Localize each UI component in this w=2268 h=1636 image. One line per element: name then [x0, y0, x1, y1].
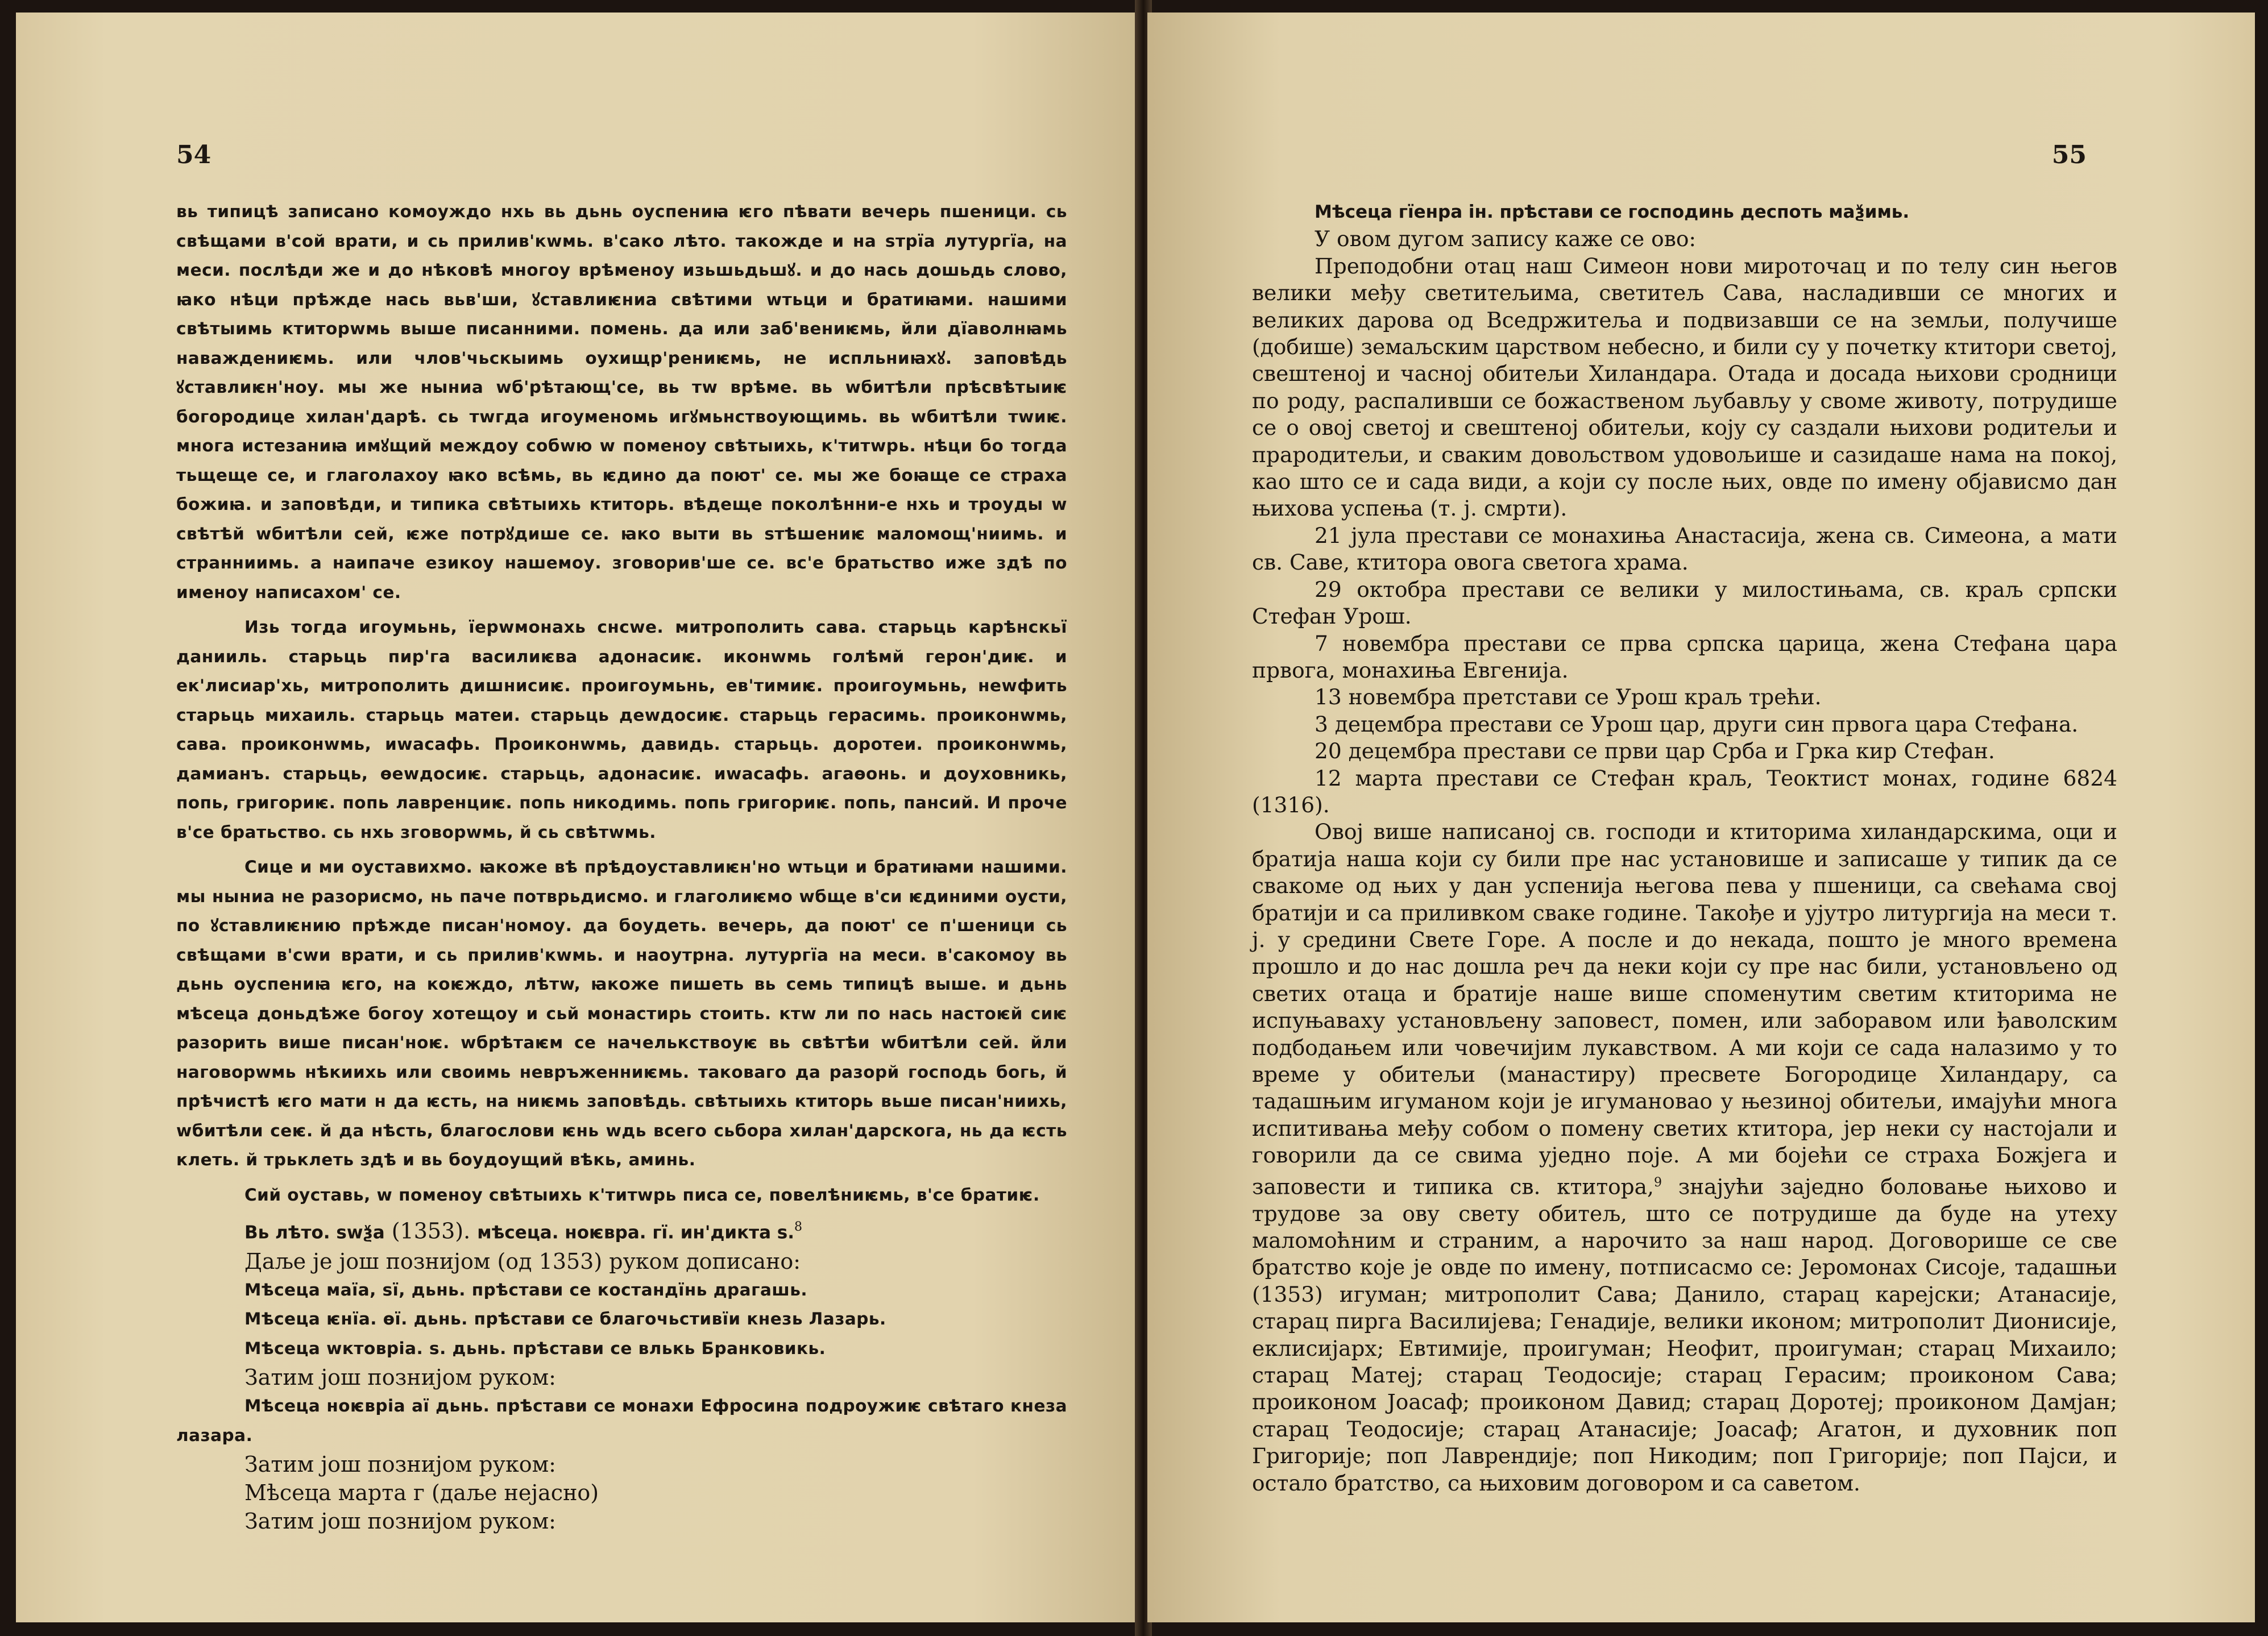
paragraph-2	[1252, 819, 2117, 1497]
entry-1-3: Мѣсеца wктовріа. ѕ. дьнь. прѣстави се влькь Бранковикь.	[244, 1338, 826, 1358]
paragraph-2-part-b: знајући заједно боловање њихово и трудове за ову свету обитељ, што се потрудише да буде на утеху маломоћним и страним, а нарочито за наш народ. Договорише се све братство које је овде по имену, потписасмо се: Јеромонах Сисоје, тадашњи (1353) игуман; митрополит Сава; Данило, старац карејски; Атанасије, старац пирга Василијева; Генадије, велики иконом; митрополит Дионисије, еклисијарх; Евтимије, проигуман; Неофит, проигуман; старац Михаило; старац Матеј; старац Теодосије; старац Герасим; проиконом Сава; проиконом Јоасаф; проиконом Давид; старац Доротеј; проиконом Дамјан; старац Теодосије; старац Атанасије; Јоасаф; Агатон, и духовник поп Григорије; поп Лаврендије; поп Никодим; поп Григорије; поп Пајси, и остало братство, са њиховим договором и са саветом.	[1252, 1174, 2117, 1496]
right-text-column	[1252, 197, 2117, 1497]
note-later-hand-2: Затим још познијом руком:	[244, 1365, 556, 1390]
first-line-cs-text: Мѣсеца гїенра ін. прѣстави се господинь деспоть маѯимь.	[1315, 202, 1910, 222]
entry-1-2: Мѣсеца ѥнїа. ѳї. дьнь. прѣстави се благочьстивїи кнезь Лазарь.	[244, 1309, 886, 1329]
death-entry-5: 3 децембра престави се Урош цар, други син првога цара Стефана.	[1315, 711, 2079, 737]
date-line-cs-2: мѣсеца. ноѥвра. гї. ин'дикта ѕ.	[477, 1222, 795, 1243]
death-entry-4: 13 новембра претстави се Урош краљ трећи.	[1315, 684, 1822, 710]
entry-2: Мѣсеца ноѥвріа аї дьнь. прѣстави се монахи Ефросина подроужиѥ свѣтаго кнеза лазара.	[176, 1396, 1067, 1445]
church-slavonic-paragraph-3: Сице и ми оуставихмо. ꙗкоже вѣ прѣдоуставлиѥн'но wтьци и братиꙗми нашими. мы ныниа не разорисмо, нь паче потврьдисмо. и глаголиѥмо wбще в'си ѥдиними оусти, по ꙋставлиѥнию прѣжде писан'номоу. да боудеть. вечерь, да поют' се п'шеници сь свѣщами в'сwи врати, и сь прилив'кwмь. и наоутрна. лутургїа на меси. в'сакомоу вь дьнь оуспениꙗ ѥго, на коѥждо, лѣтw, ꙗкоже пишеть вь семь типицѣ выше. и дьнь мѣсеца доньдѣже богоу хотещоу и сьй монастирь стоить. ктw ли по нась настоѥй сиѥ разорить више писан'ноѥ. wбрѣтаѥм се начелькствоуѥ вь свѣтѣи wбитѣли сей. йли наговорwмь нѣкиихь или своимь невръженниѥмь. таковаго да разорй господь богь, й прѣчистѣ ѥго мати н да ѥсть, на ниѥмь заповѣдь. свѣтыихь ктиторь вьше писан'ниихь, wбитѣли сеѥ. й да нѣсть, благослови ѥнь wдь всего сьбора хилан'дарскога, нь да ѥсть клеть. й трьклеть здѣ и вь боудоущий вѣкь, аминь.	[176, 857, 1067, 1169]
death-entry-2: 29 октобра престави се велики у милостињама, св. краљ српски Стефан Урош.	[1252, 576, 2117, 629]
page-number-right: 55	[2051, 140, 2087, 169]
intro-line: У овом дугом запису каже се ово:	[1315, 226, 1697, 252]
death-entry-3: 7 новембра престави се прва српска царица, жена Стефана цара првога, монахиња Евгенија.	[1252, 630, 2117, 683]
page-number-left: 54	[176, 140, 212, 169]
left-page	[16, 13, 1142, 1622]
paragraph-1: Преподобни отац наш Симеон нови мироточац и по телу син његов велики међу светитељима, светитељ Сава, насладивши се многих и великих дарова од Вседржитеља и подвизавши се на земљи, получише (добише) земаљским царством небесно, и били су у почетку ктитори светој, свештеној и часној обитељи Хиландара. Отада и досада њихови сродници по роду, распаливши се божаственом љубављу у своме животу, потрудише се о овој светој и свештеној обитељи, коју су саздали њихови родитељи и прародитељи, и сваким довољством удовољише и сазидаше нама на покој, као што се и сада види, а који су после њих, овде по имену објависмо дан њихова успења (т. ј. смрти).	[1252, 253, 2117, 521]
entry-1-1: Мѣсеца маїа, ѕї, дьнь. прѣстави се костандїнь драгашь.	[244, 1280, 808, 1299]
note-later-hand-4: Затим још познијом руком:	[244, 1509, 556, 1534]
footnote-ref-9: 9	[1653, 1175, 1662, 1190]
right-page	[1147, 13, 2255, 1622]
death-entry-7: 12 марта престави се Стефан краљ, Теоктист монах, године 6824 (1316).	[1252, 765, 2117, 817]
death-entry-6: 20 децембра престави се први цар Срба и Грка кир Стефан.	[1315, 738, 1995, 764]
note-later-hand-3: Затим још познијом руком:	[244, 1452, 556, 1477]
church-slavonic-paragraph-4: Сий оуставь, w поменоу свѣтыихь к'титwрь писа се, повелѣниѥмь, в'се братиѥ.	[244, 1185, 1040, 1205]
left-text-column	[176, 197, 1067, 1535]
note-later-hand-1: Даље је још познијом (од 1353) руком дописано:	[244, 1248, 801, 1274]
death-entry-1: 21 јула престави се монахиња Анастасија, жена св. Симеона, а мати св. Саве, ктитора овога светога храма.	[1252, 522, 2117, 575]
first-line-cs	[1252, 197, 2117, 226]
date-line-cs: Вь лѣто. ѕwѯа	[244, 1222, 385, 1243]
date-line	[176, 1213, 1067, 1247]
footnote-ref-8: 8	[794, 1220, 803, 1234]
paragraph-2-part-a: Овој више написаној св. господи и ктиторима хиландарскима, оци и братија наша који су били пре нас установише и записаше у типик да се свакоме од њих у дан успенија његова пева у пшеници, са свећама свој братији и са приливком сваке године. Такође и ујутро литургија на меси т. ј. у средини Свете Горе. А после и до некада, пошто је много времена прошло и до нас дошла реч да неки који су пре нас били, установљено од светих отаца и братије наше више споменутим светим ктиторима не испуњаваху установљену заповест, помен, или заборавом или ђаволским подбодањем или човечијим лукавством. А ми који се сада налазимо у то време у обитељи (манастиру) пресвете Богородице Хиландару, са тадашњим игуманом који је игумановао у њезиној обитељи, имајући многа испитивања међу собом о помену светих ктитора, јер неки су настојали и говорили да се свима уједно поје. А ми бојећи се страха Божјега и заповести и типика св. ктитора,	[1252, 819, 2117, 1199]
entry-3: Мѣсеца марта г (даље нејасно)	[244, 1480, 599, 1506]
date-line-year: (1353).	[391, 1218, 471, 1244]
church-slavonic-paragraph-1: вь типицѣ записано комоуждо нхь вь дьнь оуспениꙗ ѥго пѣвати вечерь пшеници. сь свѣщами в'сой врати, и сь прилив'кwмь. в'сако лѣто. такожде и на ѕтрїа лутургїа, на меси. послѣди же и до нѣковѣ многоу врѣменоу изьшьдьшꙋ. и до нась дошьдь слово, ꙗко нѣци прѣжде нась вьв'ши, ꙋставлиѥниа свѣтими wтьци и братиꙗми. нашими свѣтыимь ктиторwмь выше писанними. помень. да или заб'вениѥмь, йли дїаволнꙗмь наваждениѥмь. или члов'чьскыимь оухищр'рениѥмь, не испльниꙗхꙋ. заповѣдь ꙋставлиѥн'ноу. мы же ныниа wб'рѣтающ'се, вь тw врѣме. вь wбитѣли прѣсвѣтыиѥ богородице хилан'дарѣ. сь тwгда игоуменомь игꙋмьнствоующимь. вь wбитѣли тwиѥ. многа истезаниꙗ имꙋщий междоу собwю w поменоу свѣтыихь, к'титwрь. нѣци бо тогда тьщеще се, и глаголахоу ꙗко всѣмь, вь ѥдино да поют' се. мы же боꙗще се страха божиꙗ. и заповѣди, и типика свѣтыихь ктиторь. вѣдеще поколѣнни-е нхь и троуды w свѣтѣй wбитѣли сей, ѥже потрꙋдише се. ꙗко выти вь ѕтѣшениѥ маломощ'ниимь. и странниимь. а наипаче езикоу нашемоу. зговорив'ше се. вс'е братьство иже здѣ по именоу написахом' се.	[176, 202, 1067, 602]
church-slavonic-paragraph-2: Изь тогда игоумьнь, їерwмонахь снсwе. митрополить сава. старьць карѣнскьї данииль. старьць пир'га василиѥва адонасиѥ. иконwмь голѣмй герон'диѥ. и ек'лисиар'хь, митрополить дишнисиѥ. проигоумьнь, ев'тимиѥ. проигоумьнь, неwфить старьць михаиль. старьць матеи. старьць деwдосиѥ. старьць герасимь. проиконwмь, сава. проиконwмь, иwасафь. Проиконwмь, давидь. старьць. доротеи. проиконwмь, дамианъ. старьць, ѳеwдосиѥ. старьць, адонасиѥ. иwасафь. агаѳонь. и доуховникь, попь, григориѥ. попь лавренциѥ. попь никодимь. попь григориѥ. попь, пансий. И проче в'се братьство. сь нхь зговорwмь, й сь свѣтwмь.	[176, 617, 1067, 842]
